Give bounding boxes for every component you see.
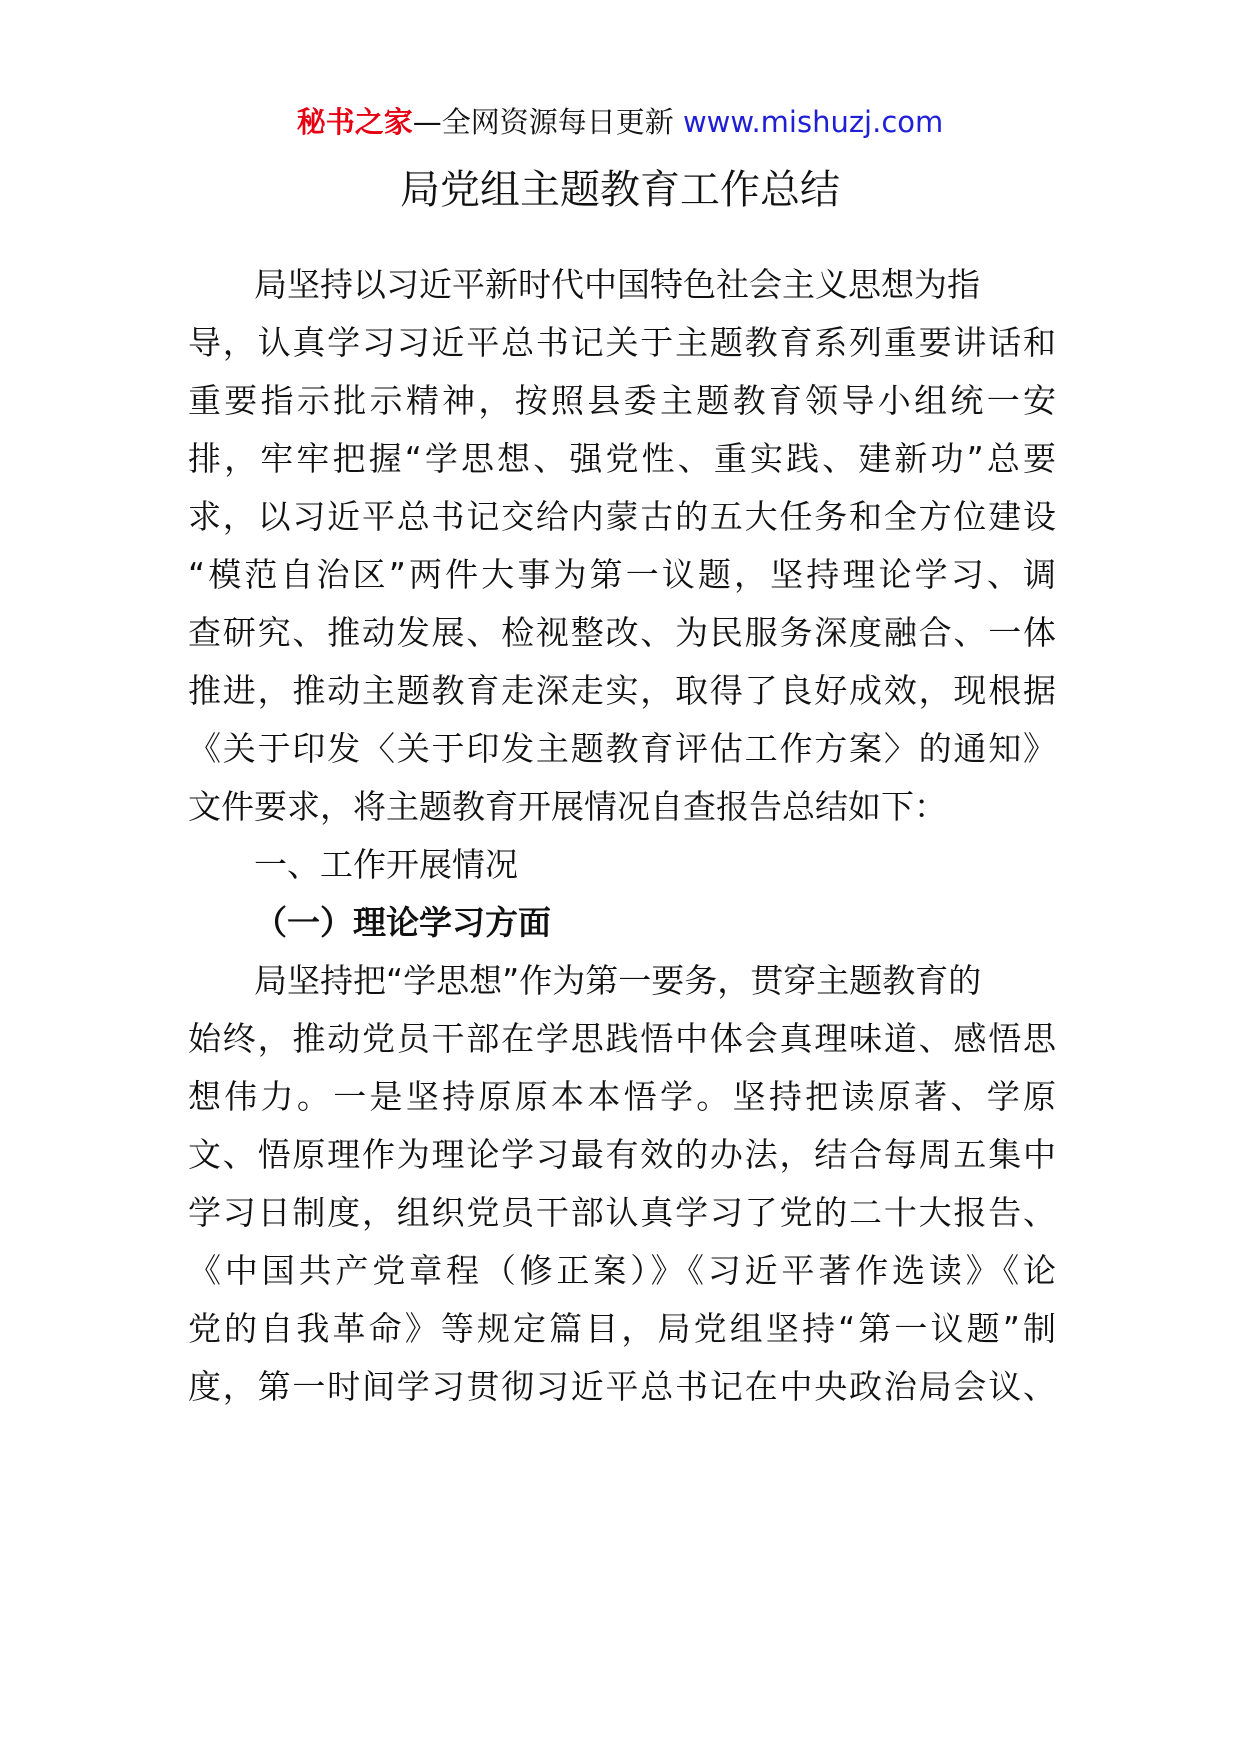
paragraph-line: 推进，推动主题教育走深走实，取得了良好成效，现根据 [188,671,1056,710]
paragraph-line: 导，认真学习习近平总书记关于主题教育系列重要讲话和 [188,323,1056,362]
paragraph-line: 《关于印发〈关于印发主题教育评估工作方案〉的通知》 [188,729,1056,768]
paragraph-line: 局坚持以习近平新时代中国特色社会主义思想为指 [254,265,980,304]
paragraph-line: 求，以习近平总书记交给内蒙古的五大任务和全方位建设 [188,497,1056,536]
paragraph-line: 局坚持把“学思想”作为第一要务，贯穿主题教育的 [254,961,982,1000]
subsection-heading: （一）理论学习方面 [254,903,551,942]
site-slogan: —全网资源每日更新 [412,105,674,139]
paragraph-line: 学习日制度，组织党员干部认真学习了党的二十大报告、 [188,1193,1056,1232]
paragraph-line: 排，牢牢把握“学思想、强党性、重实践、建新功”总要 [188,439,1056,478]
paragraph-line: 始终，推动党员干部在学思践悟中体会真理味道、感悟思 [188,1019,1056,1058]
section-heading: 一、工作开展情况 [254,845,518,884]
paragraph-line: 查研究、推动发展、检视整改、为民服务深度融合、一体 [188,613,1056,652]
paragraph-line: 度，第一时间学习贯彻习近平总书记在中央政治局会议、 [188,1367,1056,1406]
site-header [0,100,1240,144]
site-brand: 秘书之家 [296,105,413,139]
paragraph-line: 文、悟原理作为理论学习最有效的办法，结合每周五集中 [188,1135,1056,1174]
paragraph-line: 《中国共产党章程（修正案）》《习近平著作选读》《论 [188,1251,1056,1290]
paragraph-line: 重要指示批示精神，按照县委主题教育领导小组统一安 [188,381,1056,420]
paragraph-line: 党的自我革命》等规定篇目，局党组坚持“第一议题”制 [188,1309,1056,1348]
paragraph-line: “模范自治区”两件大事为第一议题，坚持理论学习、调 [188,555,1056,594]
site-url-link[interactable]: www.mishuzj.com [682,105,944,139]
paragraph-line: 文件要求，将主题教育开展情况自查报告总结如下： [188,787,947,826]
paragraph-line: 想伟力。一是坚持原原本本悟学。坚持把读原著、学原 [188,1077,1056,1116]
document-title: 局党组主题教育工作总结 [400,167,840,213]
